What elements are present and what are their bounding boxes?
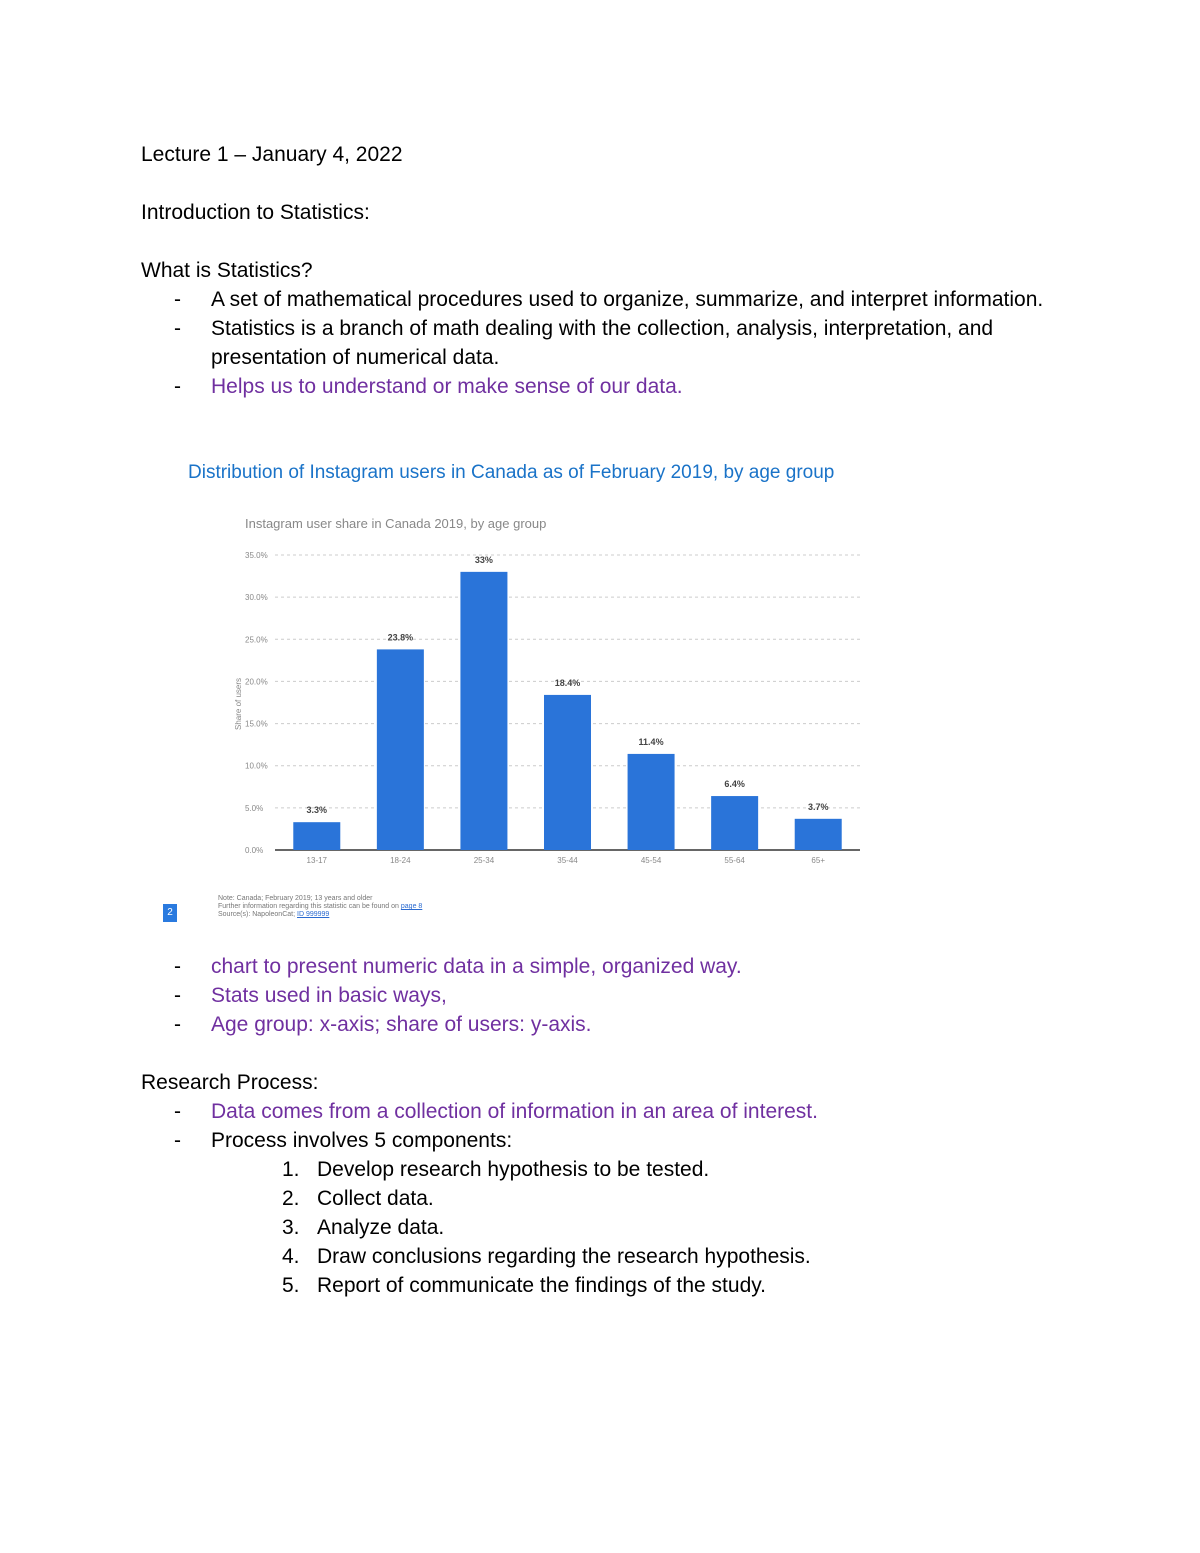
x-tick-label: 35-44 — [557, 856, 578, 865]
y-tick-label: 5.0% — [245, 803, 264, 813]
x-tick-label: 45-54 — [640, 856, 662, 865]
x-tick-label: 18-24 — [390, 856, 411, 865]
list-item: - A set of mathematical procedures used to organize, summarize, and interpret information. — [141, 285, 1081, 314]
step-item: 5. Report of communicate the findings of the study. — [282, 1274, 767, 1297]
chart-svg — [225, 510, 875, 870]
bar-value-label: 11.4% — [638, 736, 664, 747]
step-item: 4. Draw conclusions regarding the research hypothesis. — [282, 1245, 811, 1268]
list-item: - Data comes from a collection of information in an area of interest. — [141, 1097, 1081, 1126]
research-heading: Research Process: — [141, 1071, 319, 1094]
step-item: 1. Develop research hypothesis to be tested. — [282, 1158, 710, 1181]
chart-note: Note: Canada; February 2019; 13 years and older Further information regarding this statistic can be found on page 8 Source(s): NapoleonCat; ID 999999 — [218, 895, 423, 918]
research-steps — [141, 1155, 1081, 1300]
bar-value-label: 3.7% — [807, 801, 829, 812]
list-item: - Statistics is a branch of math dealing with the collection, analysis, interpretation, and presentation of numerical data. — [141, 314, 1081, 372]
x-tick-label: 65+ — [811, 856, 826, 865]
bar — [628, 754, 675, 850]
bar-value-label: 23.8% — [387, 632, 414, 643]
bar — [711, 796, 758, 850]
y-tick-label: 20.0% — [245, 677, 268, 687]
chart-title: Instagram user share in Canada 2019, by age group — [245, 516, 547, 531]
y-axis-label: Share of users — [234, 677, 243, 730]
bullet-dash: - — [174, 1100, 181, 1123]
statista-badge: 2 — [163, 904, 177, 922]
x-tick-label: 13-17 — [306, 856, 328, 865]
y-tick-label: 35.0% — [245, 551, 268, 560]
bullet-dash: - — [174, 955, 181, 978]
list-item: - Helps us to understand or make sense of our data. — [141, 372, 1081, 401]
intro-heading: Introduction to Statistics: — [141, 201, 370, 224]
bar — [460, 572, 507, 850]
bullet-dash: - — [174, 1013, 181, 1036]
bar-chart — [225, 510, 875, 870]
lecture-title: Lecture 1 – January 4, 2022 — [141, 143, 403, 166]
y-tick-label: 15.0% — [245, 719, 268, 729]
bar — [544, 695, 591, 850]
list-item: - Stats used in basic ways, — [141, 981, 1081, 1010]
list-item: - Process involves 5 components: — [141, 1126, 1081, 1155]
bar-value-label: 18.4% — [554, 677, 581, 688]
bullet-dash: - — [174, 288, 181, 311]
y-tick-label: 0.0% — [245, 846, 264, 855]
research-list — [141, 1097, 1081, 1155]
bar — [795, 819, 842, 850]
figure-title: Distribution of Instagram users in Canada as of February 2019, by age group — [188, 462, 835, 483]
bar — [377, 649, 424, 850]
bullet-dash: - — [174, 375, 181, 398]
bar-value-label: 3.3% — [306, 805, 328, 816]
bullet-dash: - — [174, 1129, 181, 1152]
after-chart-list — [141, 952, 1081, 1039]
list-item: - chart to present numeric data in a simple, organized way. — [141, 952, 1081, 981]
list-item: - Age group: x-axis; share of users: y-axis. — [141, 1010, 1081, 1039]
x-tick-label: 25-34 — [473, 856, 495, 865]
step-item: 3. Analyze data. — [282, 1216, 445, 1239]
x-tick-label: 55-64 — [724, 856, 745, 865]
bar — [293, 822, 340, 850]
note-link[interactable]: ID 999999 — [297, 911, 330, 918]
bar-value-label: 33% — [474, 554, 493, 565]
y-tick-label: 25.0% — [245, 635, 268, 645]
document-body — [141, 140, 1081, 401]
document-body-continued — [141, 952, 1081, 1300]
y-tick-label: 10.0% — [245, 761, 268, 771]
bullet-dash: - — [174, 317, 181, 340]
bar-value-label: 6.4% — [724, 779, 745, 790]
what-is-list — [141, 285, 1081, 401]
step-item: 2. Collect data. — [282, 1187, 434, 1210]
bullet-dash: - — [174, 984, 181, 1007]
y-tick-label: 30.0% — [245, 593, 268, 603]
what-is-heading: What is Statistics? — [141, 259, 313, 282]
note-link[interactable]: page 8 — [400, 903, 423, 910]
